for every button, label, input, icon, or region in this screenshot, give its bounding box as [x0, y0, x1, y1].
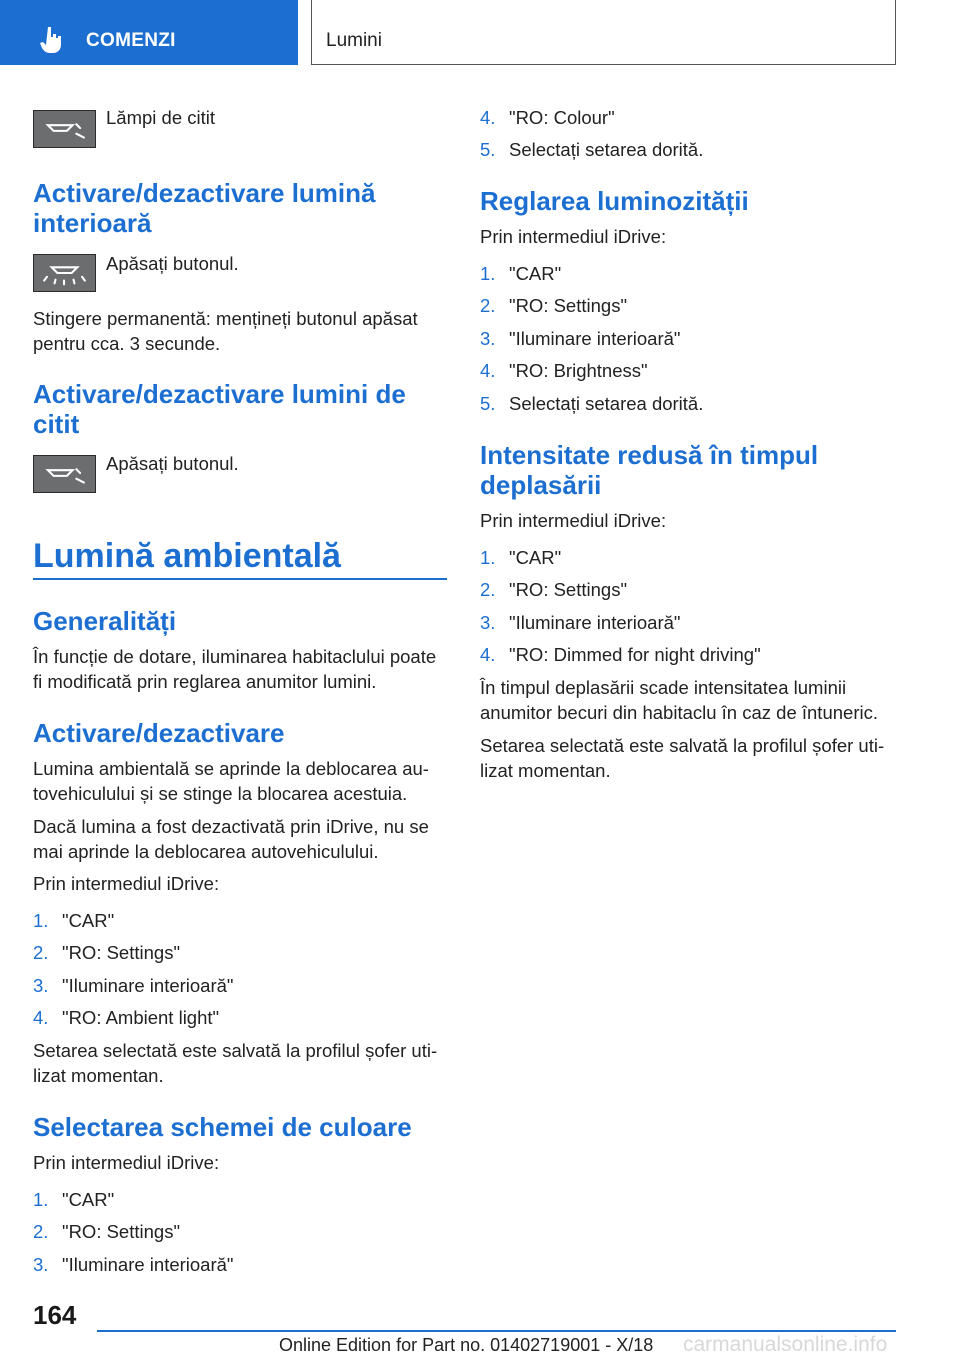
- activation-text-2-cont: mai aprinde la deblocarea autovehiculului.: [33, 841, 379, 862]
- general-text: În funcție de dotare, iluminarea habitaclului poate: [33, 646, 437, 667]
- interior-note-text: Stingere permanentă: mențineți butonul apăsat: [33, 308, 418, 329]
- brightness-heading: Reglarea luminozității: [480, 186, 749, 216]
- activation-idrive-text: Prin intermediul iDrive:: [33, 873, 220, 894]
- reading-lamp-icon: [33, 110, 96, 148]
- list-item: 4. "RO: Colour": [480, 107, 615, 128]
- interior-lamp-icon: [33, 254, 96, 292]
- watermark: carmanualsonline.info: [683, 1333, 888, 1356]
- list-item: 4. "RO: Dimmed for night driving": [480, 644, 761, 665]
- list-item: 1. "CAR": [480, 263, 562, 284]
- footer-rule: [97, 1330, 896, 1332]
- list-item: 3. "Iluminare interioară": [33, 975, 234, 996]
- header-tab-controls: [0, 0, 298, 65]
- hand-pointer-icon: [40, 26, 62, 54]
- header-section-label: Lumini: [326, 30, 382, 51]
- dimmed-text: În timpul deplasării scade intensitatea luminii: [480, 677, 847, 698]
- brightness-idrive-text: Prin intermediul iDrive:: [480, 226, 667, 247]
- reading-lights-heading-cont: citit: [33, 409, 80, 439]
- list-item: 4. "RO: Ambient light": [33, 1007, 220, 1028]
- ambient-light-title: Lumină ambientală: [33, 537, 341, 575]
- list-item: 2. "RO: Settings": [480, 295, 628, 316]
- reading-lamp-icon: [33, 455, 96, 493]
- list-item: 1. "CAR": [480, 547, 562, 568]
- footer-edition: Online Edition for Part no. 01402719001 - X/18: [279, 1335, 654, 1355]
- dimmed-text-cont: anumitor becuri din habitaclu în caz de întuneric.: [480, 702, 878, 723]
- dimmed-saved-text-cont: lizat momentan.: [480, 760, 611, 781]
- activation-text-2: Dacă lumina a fost dezactivată prin iDrive, nu se: [33, 816, 429, 837]
- interior-light-heading: Activare/dezactivare lumină: [33, 178, 376, 208]
- section-rule: [33, 578, 447, 580]
- general-heading: Generalități: [33, 606, 177, 636]
- color-scheme-heading: Selectarea schemei de culoare: [33, 1112, 412, 1142]
- list-item: 1. "CAR": [33, 910, 115, 931]
- dimmed-idrive-text: Prin intermediul iDrive:: [480, 510, 667, 531]
- reading-lamps-caption: Lămpi de citit: [106, 107, 215, 128]
- activation-saved-text-cont: lizat momentan.: [33, 1065, 164, 1086]
- list-item: 4. "RO: Brightness": [480, 360, 648, 381]
- page-number: 164: [33, 1300, 77, 1330]
- list-item: 3. "Iluminare interioară": [480, 612, 681, 633]
- list-item: 3. "Iluminare interioară": [33, 1254, 234, 1275]
- activation-saved-text: Setarea selectată este salvată la profilul șofer uti-: [33, 1040, 438, 1061]
- list-item: 5. Selectați setarea dorită.: [480, 139, 704, 160]
- header-tab-label: COMENZI: [86, 30, 176, 51]
- general-text-cont: fi modificată prin reglarea anumitor lumini.: [33, 671, 377, 692]
- list-item: 2. "RO: Settings": [33, 942, 181, 963]
- dimmed-saved-text: Setarea selectată este salvată la profilul șofer uti-: [480, 735, 885, 756]
- list-item: 5. Selectați setarea dorită.: [480, 393, 704, 414]
- interior-note-text-cont: pentru cca. 3 secunde.: [33, 333, 221, 354]
- color-idrive-text: Prin intermediul iDrive:: [33, 1152, 220, 1173]
- activation-text-1: Lumina ambientală se aprinde la deblocarea au-: [33, 758, 429, 779]
- dimmed-heading: Intensitate redusă în timpul: [480, 440, 819, 470]
- interior-light-heading-cont: interioară: [33, 208, 152, 238]
- reading-press-text: Apăsați butonul.: [106, 453, 239, 474]
- list-item: 2. "RO: Settings": [33, 1221, 181, 1242]
- header-section: [311, 0, 896, 65]
- dimmed-heading-cont: deplasării: [480, 470, 602, 500]
- list-item: 1. "CAR": [33, 1189, 115, 1210]
- activation-text-1-cont: tovehiculului și se stinge la blocarea acestuia.: [33, 783, 408, 804]
- list-item: 2. "RO: Settings": [480, 579, 628, 600]
- interior-press-text: Apăsați butonul.: [106, 253, 239, 274]
- activation-heading: Activare/dezactivare: [33, 718, 285, 748]
- list-item: 3. "Iluminare interioară": [480, 328, 681, 349]
- reading-lights-heading: Activare/dezactivare lumini de: [33, 379, 406, 409]
